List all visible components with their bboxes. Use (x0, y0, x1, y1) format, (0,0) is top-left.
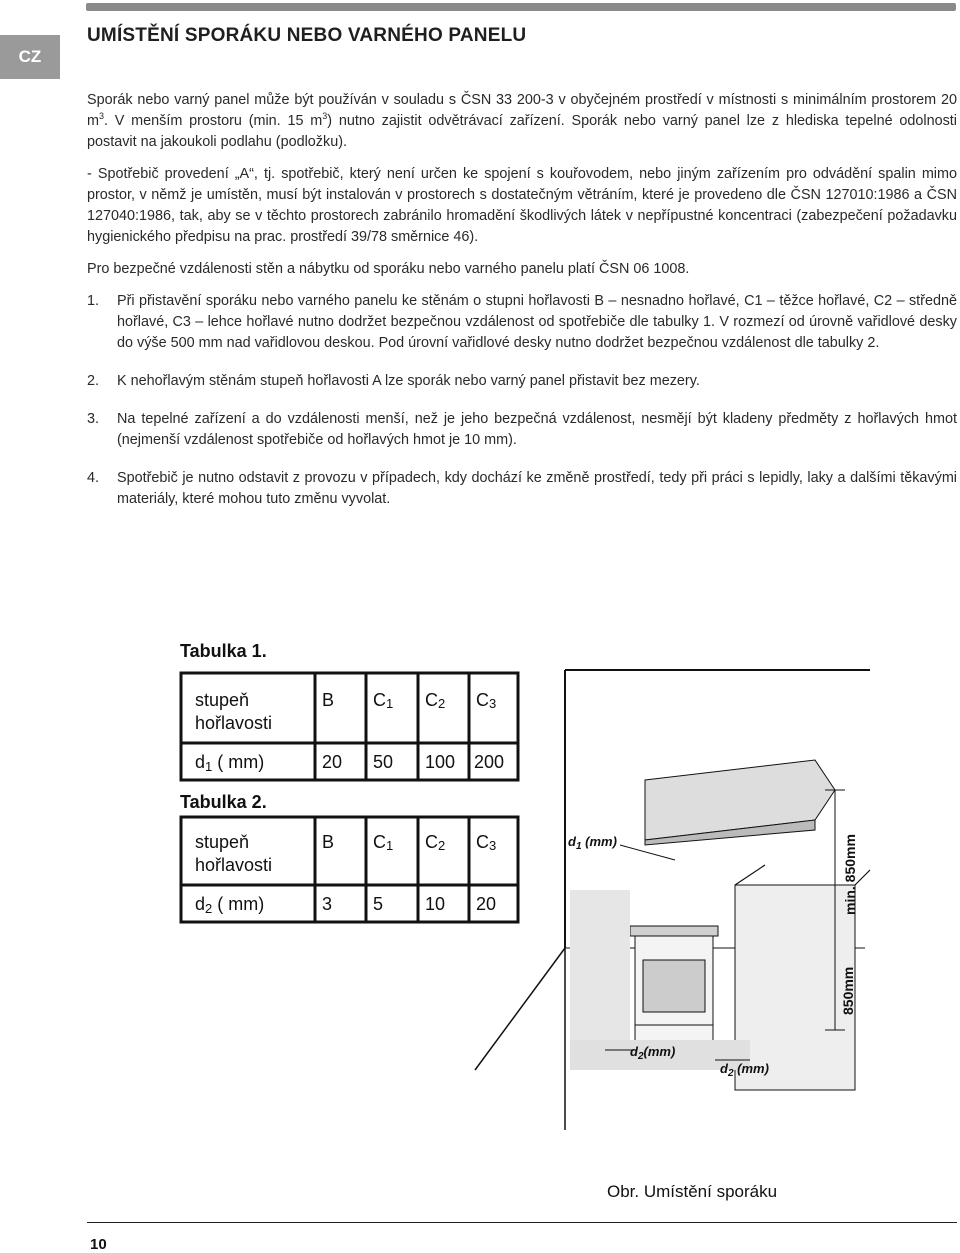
table1-value: 50 (373, 752, 394, 772)
table2-value: 3 (322, 894, 333, 914)
table1-value: 200 (474, 752, 505, 772)
intro-text-3: ) nutno zajistit odvětrávací zařízení. Sporák nebo varný panel lze z hlediska tepelné odolnosti postavit na jakoukoli podlahu (podložku). (87, 113, 958, 150)
table1-header-c3: C3 (476, 690, 497, 711)
list-text: K nehořlavým stěnám stupeň hořlavosti A lze sporák nebo varný panel přistavit bez mezery. (117, 373, 700, 389)
bottom-rule (87, 1222, 957, 1223)
table2-row-label: d2 ( mm) (195, 894, 265, 916)
appliance-a-paragraph: - Spotřebič provedení „A“, tj. spotřebič, který není určen ke spojení s kouřovodem, nebo jiným zařízením pro odvádění spalin mimo prostor, v němž je umístěn, musí být instalován v prostorech s dostatečným větráním, které je provedeno dle ČSN 127010:1986 a ČSN 127040:1986, tak, aby se v těchto prostorech zabránilo hromadění škodlivých látek v nepřípustné koncentraci (zabezpečení požadavku hygienického předpisu na prac. prostředí 39/78 směrnice 46). (87, 166, 957, 245)
table1 (181, 673, 518, 780)
list-number: 2. (87, 373, 100, 389)
list-item (87, 409, 957, 451)
table2-caption: Tabulka 2. (180, 792, 267, 812)
page-number: 10 (90, 1236, 107, 1253)
table1-value: 20 (322, 752, 343, 772)
list-text: Na tepelné zařízení a do vzdálenosti menší, než je jeho bezpečná vzdálenost, nesmějí být kladeny předměty z hořlavých hmot (nejmenší vzdálenost spotřebiče od hořlavých hmot je 10 mm). (117, 411, 957, 448)
d1-label: $d_1$ (mm) (568, 834, 617, 852)
list-item (87, 468, 957, 510)
table2-header-c2: C2 (425, 832, 446, 853)
min-850mm-label: min. 850mm (842, 834, 858, 915)
superscript-3: 3 (322, 111, 328, 122)
table1-header-label-2: hořlavosti (195, 713, 273, 733)
table2 (181, 817, 518, 922)
safety-distance-paragraph: Pro bezpečné vzdálenosti stěn a nábytku od sporáku nebo varného panelu platí ČSN 06 1008. (87, 261, 690, 277)
list-number: 1. (87, 293, 100, 309)
cooker-placement-figure (175, 630, 875, 1210)
table2-header-c1: C1 (373, 832, 394, 853)
list-number: 4. (87, 470, 100, 486)
table2-value: 20 (476, 894, 497, 914)
list-item (87, 371, 957, 392)
table2-header-c3: C3 (476, 832, 497, 853)
intro-text-2: . V menším prostoru (min. 15 m (104, 113, 323, 129)
top-rule (86, 3, 956, 11)
table2-header-label-2: hořlavosti (195, 855, 273, 875)
intro-paragraph (87, 90, 957, 153)
table1-value: 100 (425, 752, 456, 772)
list-item (87, 291, 957, 354)
language-label: CZ (18, 47, 42, 66)
superscript-3: 3 (99, 111, 105, 122)
language-tab (0, 35, 60, 79)
table1-row-label: d1 ( mm) (195, 752, 265, 774)
table1-header-c2: C2 (425, 690, 446, 711)
d2-label-right: $d_2$ (mm) (720, 1061, 769, 1079)
table1-caption: Tabulka 1. (180, 641, 267, 661)
body-text (87, 90, 957, 510)
d2-label-left: $d_2(mm)$ (630, 1044, 676, 1062)
kitchen-drawing (475, 670, 870, 1130)
list-number: 3. (87, 411, 100, 427)
850mm-label: 850mm (840, 966, 856, 1015)
table2-header-label-1: stupeň (195, 832, 250, 852)
table2-value: 5 (373, 894, 384, 914)
table2-header-b: B (322, 832, 335, 852)
table1-header-b: B (322, 690, 335, 710)
intro-text-1: Sporák nebo varný panel může být používán v souladu s ČSN 33 200-3 v obyčejném prostředí v místnosti s minimálním prostorem 20 m (87, 92, 957, 129)
list-text: Při přistavění sporáku nebo varného panelu ke stěnám o stupni hořlavosti B – nesnadno hořlavé, C1 – těžce hořlavé, C2 – středně hořlavé, C3 – lehce hořlavé nutno dodržet bezpečnou vzdálenost od spotřebiče dle tabulky 1. V rozmezí od úrovně vařidlové desky do výše 500 mm nad vařidlovou deskou. Pod úrovní vařidlové desky nutno dodržet bezpečnou vzdálenost dle tabulky 2. (117, 293, 957, 351)
page-title: UMÍSTĚNÍ SPORÁKU NEBO VARNÉHO PANELU (87, 25, 527, 46)
right-cabinet (735, 885, 855, 1090)
table1-header-c1: C1 (373, 690, 394, 711)
table2-value: 10 (425, 894, 446, 914)
list-text: Spotřebič je nutno odstavit z provozu v případech, kdy dochází ke změně prostředí, tedy při práci s lepidly, laky a dalšími těkavými materiály, které mohou tuto změnu vyvolat. (117, 470, 957, 507)
table1-header-label-1: stupeň (195, 690, 250, 710)
figure-caption: Obr. Umístění sporáku (607, 1182, 778, 1201)
